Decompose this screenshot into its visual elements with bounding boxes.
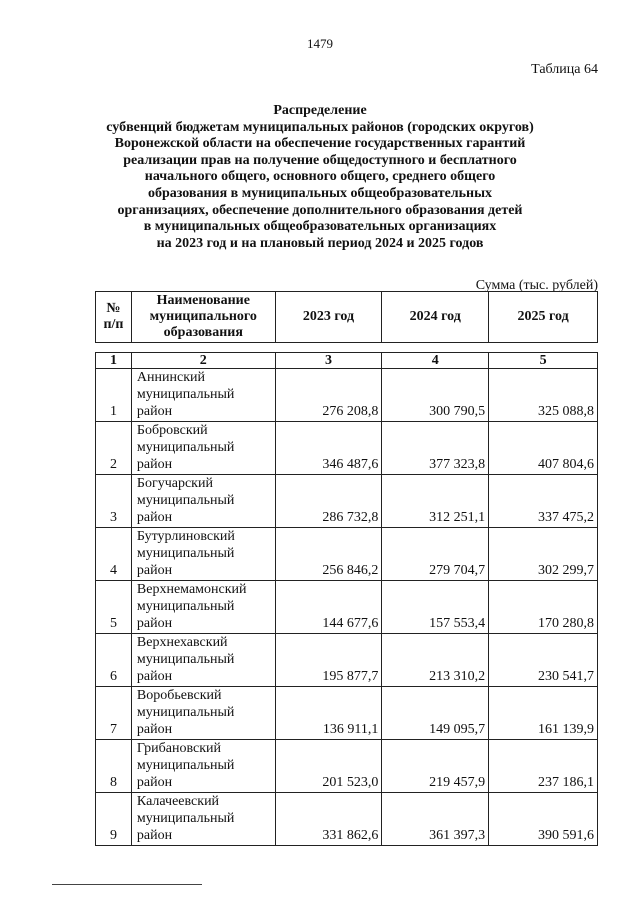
table-row xyxy=(96,634,598,687)
name-line: Калачеевский xyxy=(136,794,220,809)
name-line: район xyxy=(136,404,173,419)
column-index: 4 xyxy=(382,353,489,369)
amount-2025: 170 280,8 xyxy=(489,581,598,634)
municipality-name xyxy=(131,581,275,634)
table-header xyxy=(95,291,598,343)
name-line: муниципальный xyxy=(136,493,235,508)
name-line: муниципальный xyxy=(136,705,235,720)
header-2023: 2023 год xyxy=(275,292,382,343)
municipality-name xyxy=(131,475,275,528)
header-name: Наименование муниципального образования xyxy=(131,292,275,343)
amount-2023: 144 677,6 xyxy=(275,581,382,634)
row-number: 8 xyxy=(96,740,132,793)
title-line: в муниципальных общеобразовательных организациях xyxy=(143,219,497,235)
name-line: муниципальный xyxy=(136,758,235,773)
header-2025: 2025 год xyxy=(489,292,598,343)
amount-2023: 346 487,6 xyxy=(275,422,382,475)
amount-2024: 312 251,1 xyxy=(382,475,489,528)
row-number: 5 xyxy=(96,581,132,634)
column-index: 3 xyxy=(275,353,382,369)
row-number: 4 xyxy=(96,528,132,581)
municipality-name xyxy=(131,634,275,687)
name-line: Бобровский xyxy=(136,423,208,438)
municipality-name xyxy=(131,740,275,793)
table-row xyxy=(96,475,598,528)
amount-2024: 300 790,5 xyxy=(382,369,489,422)
name-line: Бутурлиновский xyxy=(136,529,235,544)
amount-2023: 195 877,7 xyxy=(275,634,382,687)
amount-2025: 337 475,2 xyxy=(489,475,598,528)
table-row xyxy=(96,581,598,634)
column-index: 5 xyxy=(489,353,598,369)
title-line: организациях, обеспечение дополнительного образования детей xyxy=(117,202,523,218)
amount-2024: 279 704,7 xyxy=(382,528,489,581)
name-line: район xyxy=(136,616,173,631)
name-line: Грибановский xyxy=(136,741,221,756)
row-number: 9 xyxy=(96,793,132,846)
table-row xyxy=(96,687,598,740)
name-line: район xyxy=(136,510,173,525)
footnote-divider xyxy=(52,884,202,885)
page-number: 1479 xyxy=(307,36,333,51)
name-line: район xyxy=(136,722,173,737)
amount-2025: 237 186,1 xyxy=(489,740,598,793)
table-row xyxy=(96,793,598,846)
row-number: 3 xyxy=(96,475,132,528)
table-body xyxy=(96,369,598,846)
row-number: 2 xyxy=(96,422,132,475)
amount-2023: 331 862,6 xyxy=(275,793,382,846)
amount-2024: 219 457,9 xyxy=(382,740,489,793)
amount-2023: 286 732,8 xyxy=(275,475,382,528)
amount-2025: 390 591,6 xyxy=(489,793,598,846)
amount-2024: 213 310,2 xyxy=(382,634,489,687)
name-line: Верхнемамонский xyxy=(136,582,247,597)
amount-2024: 149 095,7 xyxy=(382,687,489,740)
name-line: Верхнехавский xyxy=(136,635,228,650)
name-line: муниципальный xyxy=(136,652,235,667)
name-line: муниципальный xyxy=(136,546,235,561)
data-table xyxy=(95,352,598,846)
row-number: 6 xyxy=(96,634,132,687)
name-line: муниципальный xyxy=(136,440,235,455)
row-number: 7 xyxy=(96,687,132,740)
amount-2023: 201 523,0 xyxy=(275,740,382,793)
table-row xyxy=(96,528,598,581)
column-index: 1 xyxy=(96,353,132,369)
table-row xyxy=(96,369,598,422)
amount-2023: 256 846,2 xyxy=(275,528,382,581)
row-number: 1 xyxy=(96,369,132,422)
amount-2025: 161 139,9 xyxy=(489,687,598,740)
name-line: район xyxy=(136,828,173,843)
name-line: Аннинский xyxy=(136,370,206,385)
title-line: образования в муниципальных общеобразовательных xyxy=(147,185,493,201)
title-line: начального общего, основного общего, среднего общего xyxy=(144,169,496,185)
table-row xyxy=(96,740,598,793)
amount-2024: 157 553,4 xyxy=(382,581,489,634)
name-line: муниципальный xyxy=(136,387,235,402)
title-line: Распределение xyxy=(273,103,367,118)
column-index-row xyxy=(96,353,598,369)
municipality-name xyxy=(131,422,275,475)
amount-2025: 230 541,7 xyxy=(489,634,598,687)
name-line: муниципальный xyxy=(136,811,235,826)
amount-2025: 407 804,6 xyxy=(489,422,598,475)
header-no: № п/п xyxy=(96,292,132,343)
title-line: на 2023 год и на плановый период 2024 и 2025 годов xyxy=(156,235,484,251)
name-line: Богучарский xyxy=(136,476,213,491)
municipality-name xyxy=(131,793,275,846)
title-line: субвенций бюджетам муниципальных районов (городских округов) xyxy=(106,119,534,135)
municipality-name xyxy=(131,528,275,581)
municipality-name xyxy=(131,369,275,422)
amount-2023: 136 911,1 xyxy=(275,687,382,740)
name-line: муниципальный xyxy=(136,599,235,614)
name-line: Воробьевский xyxy=(136,688,222,703)
amount-2024: 377 323,8 xyxy=(382,422,489,475)
title-line: реализации прав на получение общедоступного и бесплатного xyxy=(123,152,517,168)
document-title xyxy=(60,103,580,252)
amount-2023: 276 208,8 xyxy=(275,369,382,422)
name-line: район xyxy=(136,775,173,790)
title-line: Воронежской области на обеспечение государственных гарантий xyxy=(114,136,526,152)
amount-2025: 325 088,8 xyxy=(489,369,598,422)
table-label: Таблица 64 xyxy=(531,62,598,77)
name-line: район xyxy=(136,457,173,472)
amount-2024: 361 397,3 xyxy=(382,793,489,846)
header-2024: 2024 год xyxy=(382,292,489,343)
amount-2025: 302 299,7 xyxy=(489,528,598,581)
municipality-name xyxy=(131,687,275,740)
column-index: 2 xyxy=(131,353,275,369)
unit-label: Сумма (тыс. рублей) xyxy=(475,278,598,293)
name-line: район xyxy=(136,669,173,684)
name-line: район xyxy=(136,563,173,578)
table-row xyxy=(96,422,598,475)
